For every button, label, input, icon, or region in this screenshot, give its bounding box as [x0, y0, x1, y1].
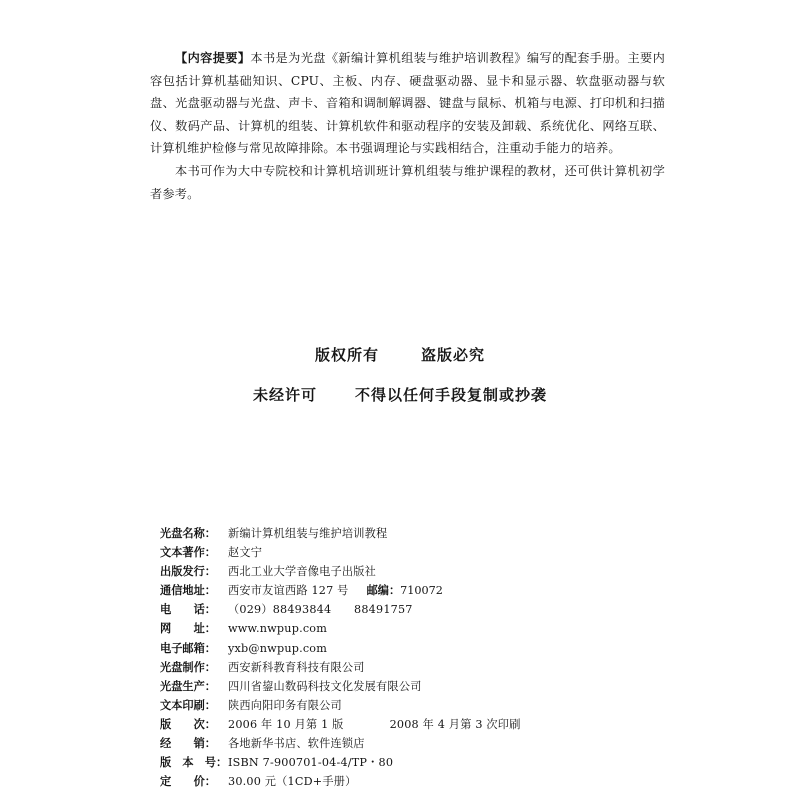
disc-production-label: 光盘制作：: [160, 660, 216, 674]
disc-manufacture-value: 四川省鋆山数码科技文化发展有限公司: [228, 679, 422, 693]
abstract-label: 【内容提要】: [175, 51, 251, 65]
colophon: [160, 524, 660, 791]
email-value: yxb@nwpup.com: [228, 641, 328, 655]
abstract-text: 本书是为光盘《新编计算机组装与维护培训教程》编写的配套手册。主要内容包括计算机基础知识、CPU、主板、内存、硬盘驱动器、显卡和显示器、软盘驱动器与软盘、光盘驱动器与光盘、声卡、音箱和调制解调器、键盘与鼠标、机箱与电源、打印机和扫描仪、数码产品、计算机的组装、计算机软件和驱动程序的安装及卸载、系统优化、网络互联、计算机维护检修与常见故障排除。本书强调理论与实践相结合，注重动手能力的培养。: [150, 51, 665, 156]
colophon-row-disc-manufacture: [160, 677, 660, 696]
disc-manufacture-label: 光盘生产：: [160, 679, 216, 693]
no-permission-text: 未经许可: [252, 386, 317, 404]
address-value: 西安市友谊西路 127 号: [228, 584, 349, 598]
colophon-row-author: [160, 543, 660, 562]
phone-value: （029）88493844 88491757: [228, 603, 413, 617]
postcode-label: 邮编：: [366, 584, 401, 598]
rights-reserved-text: 版权所有: [314, 346, 379, 364]
colophon-row-isbn: [160, 753, 660, 772]
colophon-row-email: [160, 639, 660, 658]
address-label: 通信地址：: [160, 584, 216, 598]
no-copy-text: 不得以任何手段复制或抄袭: [355, 386, 548, 404]
author-value: 赵文宁: [228, 546, 263, 560]
abstract-block: [150, 47, 665, 205]
website-label: 网 址：: [160, 622, 216, 636]
colophon-row-distribution: [160, 734, 660, 753]
piracy-warning-text: 盗版必究: [421, 346, 486, 364]
edition-label: 版 次：: [160, 717, 216, 731]
colophon-row-address: [160, 581, 660, 600]
copyright-notice: [0, 344, 800, 365]
email-label: 电子邮箱：: [160, 641, 216, 655]
author-label: 文本著作：: [160, 546, 216, 560]
colophon-row-price: [160, 772, 660, 791]
colophon-row-edition: [160, 715, 660, 734]
edition-value: 2006 年 10 月第 1 版: [228, 717, 344, 731]
colophon-row-disc-name: [160, 524, 660, 543]
colophon-row-text-print: [160, 696, 660, 715]
colophon-row-phone: [160, 600, 660, 619]
abstract-paragraph-2: 本书可作为大中专院校和计算机培训班计算机组装与维护课程的教材，还可供计算机初学者参考。: [150, 163, 665, 201]
colophon-row-publisher: [160, 562, 660, 581]
abstract-paragraph-1: [150, 47, 665, 160]
website-value: www.nwpup.com: [228, 622, 328, 636]
distribution-value: 各地新华书店、软件连锁店: [228, 737, 365, 751]
price-value: 30.00 元（1CD+手册）: [228, 775, 357, 789]
reproduction-notice: [0, 384, 800, 405]
printing-value: 2008 年 4 月第 3 次印刷: [389, 717, 521, 731]
disc-name-label: 光盘名称：: [160, 527, 216, 540]
price-label: 定 价：: [160, 775, 216, 789]
distribution-label: 经 销：: [160, 737, 216, 751]
phone-label: 电 话：: [160, 603, 216, 617]
text-print-value: 陕西向阳印务有限公司: [228, 698, 342, 712]
text-print-label: 文本印刷：: [160, 698, 216, 712]
colophon-row-website: [160, 619, 660, 638]
isbn-value: ISBN 7-900701-04-4/TP・80: [228, 756, 394, 770]
publisher-label: 出版发行：: [160, 565, 216, 579]
publisher-value: 西北工业大学音像电子出版社: [228, 565, 377, 579]
disc-name-value: 新编计算机组装与维护培训教程: [228, 527, 388, 540]
postcode-value: 710072: [400, 584, 443, 598]
isbn-label: 版 本 号：: [160, 756, 228, 770]
disc-production-value: 西安新科教育科技有限公司: [228, 660, 365, 674]
colophon-row-disc-production: [160, 658, 660, 677]
